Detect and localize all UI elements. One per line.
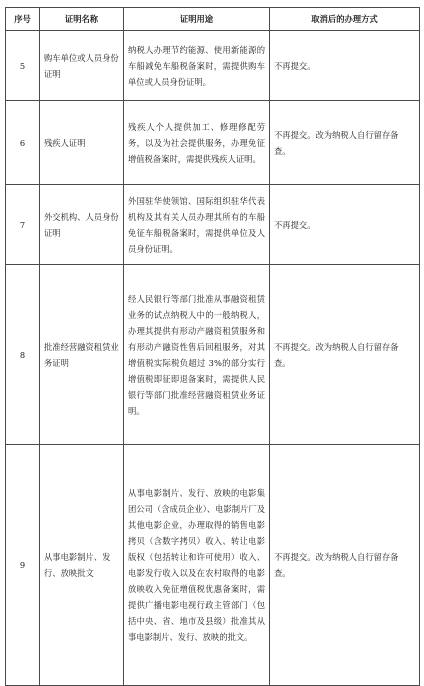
header-certificate-use: 证明用途 bbox=[124, 8, 270, 31]
certificate-table bbox=[5, 7, 420, 686]
row-number: 5 bbox=[6, 31, 40, 101]
handling-method: 不再提交。改为纳税人自行留存备查。 bbox=[270, 265, 420, 445]
certificate-use: 残疾人个人提供加工、修理修配劳务，以及为社会提供服务，办理免征增值税备案时，需提供残疾人证明。 bbox=[124, 101, 270, 185]
certificate-use: 纳税人办理节约能源、使用新能源的车船减免车船税备案时，需提供购车单位或人员身份证明。 bbox=[124, 31, 270, 101]
row-number: 9 bbox=[6, 445, 40, 686]
header-handling-after-cancel: 取消后的办理方式 bbox=[270, 8, 420, 31]
certificate-use: 经人民银行等部门批准从事融资租赁业务的试点纳税人中的一般纳税人，办理其提供有形动产融资租赁服务和有形动产融资性售后回租服务，对其增值税实际税负超过 3%的部分实行增值税即征即退备案时，需提供人民银行等部门批准经营融资租赁业务证明。 bbox=[124, 265, 270, 445]
table-row bbox=[6, 265, 420, 445]
certificate-name: 批准经营融资租赁业务证明 bbox=[40, 265, 124, 445]
certificate-use: 从事电影制片、发行、放映的电影集团公司（含成员企业）、电影制片厂及其他电影企业，办理取得的销售电影拷贝（含数字拷贝）收入、转让电影版权（包括转让和许可使用）收入、电影发行收入以及在农村取得的电影放映收入免征增值税优惠备案时，需提供广播电影电视行政主管部门（包括中央、省、地市及县级）批准其从事电影制片、发行、放映的批文。 bbox=[124, 445, 270, 686]
table-row bbox=[6, 31, 420, 101]
certificate-name: 残疾人证明 bbox=[40, 101, 124, 185]
table-header-row bbox=[6, 8, 420, 31]
certificate-name: 从事电影制片、发行、放映批文 bbox=[40, 445, 124, 686]
handling-method: 不再提交。 bbox=[270, 31, 420, 101]
certificate-use: 外国驻华使领馆、国际组织驻华代表机构及其有关人员办理其所有的车船免征车船税备案时，需提供单位及人员身份证明。 bbox=[124, 185, 270, 265]
table-row bbox=[6, 101, 420, 185]
certificate-name: 购车单位或人员身份证明 bbox=[40, 31, 124, 101]
header-serial-number: 序号 bbox=[6, 8, 40, 31]
row-number: 7 bbox=[6, 185, 40, 265]
table-row bbox=[6, 185, 420, 265]
row-number: 8 bbox=[6, 265, 40, 445]
certificate-name: 外交机构、人员身份证明 bbox=[40, 185, 124, 265]
handling-method: 不再提交。改为纳税人自行留存备查。 bbox=[270, 101, 420, 185]
handling-method: 不再提交。 bbox=[270, 185, 420, 265]
handling-method: 不再提交。改为纳税人自行留存备查。 bbox=[270, 445, 420, 686]
table-row bbox=[6, 445, 420, 686]
row-number: 6 bbox=[6, 101, 40, 185]
header-certificate-name: 证明名称 bbox=[40, 8, 124, 31]
